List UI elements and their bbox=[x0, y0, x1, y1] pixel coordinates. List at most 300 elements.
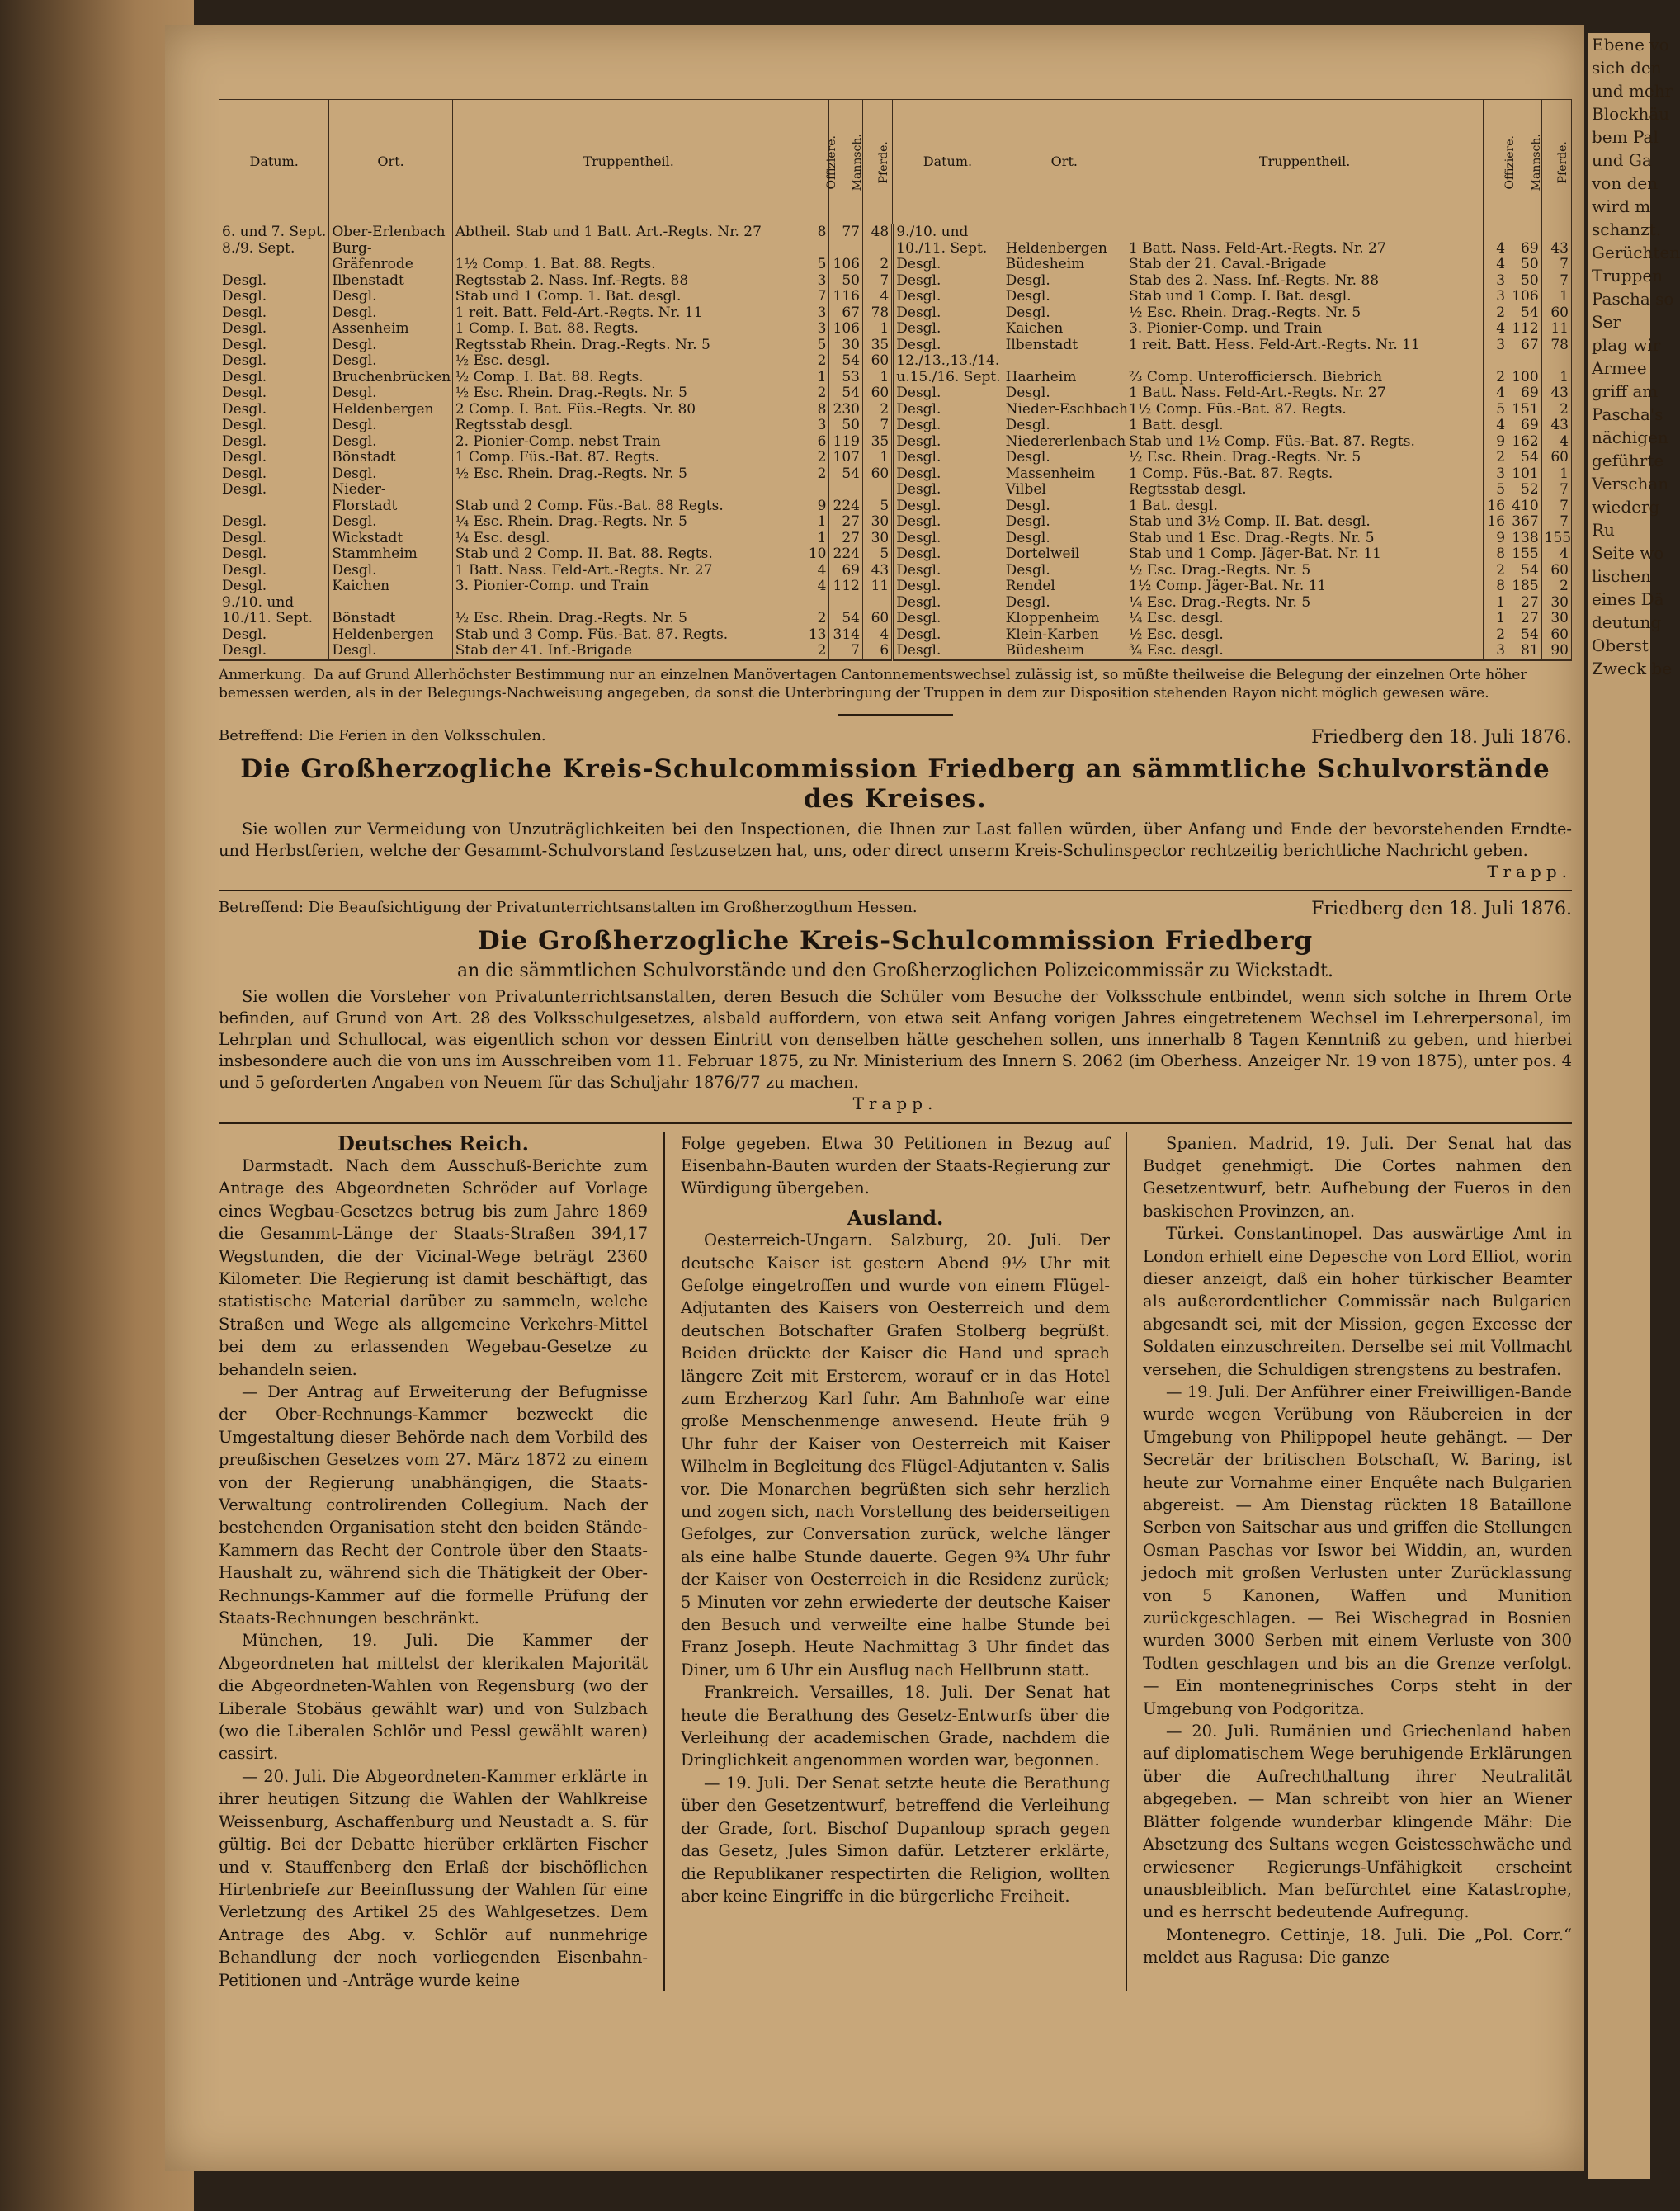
table-cell: Gräfenrode bbox=[329, 257, 452, 273]
table-cell: 6 bbox=[862, 643, 892, 660]
table-cell: Regtsstab 2. Nass. Inf.-Regts. 88 bbox=[452, 273, 805, 290]
table-row bbox=[219, 338, 1572, 354]
table-cell: 60 bbox=[862, 611, 892, 627]
table-cell bbox=[329, 595, 452, 612]
table-cell: Desgl. bbox=[893, 498, 1003, 515]
notice1-meta bbox=[219, 727, 1572, 748]
table-cell: 106 bbox=[1508, 289, 1542, 305]
table-cell: 2 bbox=[1484, 627, 1508, 644]
table-cell: 1 bbox=[862, 321, 892, 338]
table-cell: Desgl. bbox=[219, 546, 329, 563]
table-cell: Desgl. bbox=[219, 402, 329, 418]
table-cell: 1 bbox=[1541, 289, 1571, 305]
table-cell: 138 bbox=[1508, 531, 1542, 547]
table-cell: Desgl. bbox=[219, 563, 329, 579]
table-row bbox=[219, 224, 1572, 241]
table-row bbox=[219, 353, 1572, 370]
notice2-body: Sie wollen die Vorsteher von Privatunterrichtsanstalten, deren Besuch die Schüler vom Besuche der Volksschule entbindet, wenn sich solche in Ihrem Orte befinden, auf Grund von Art. 28 des Volksschulgesetzes, alsbald auffordern, von etwa seit Anfang vorigen Jahres eingetretenem Wechsel im Lehrerpersonal, im Lehrplan und Schullocal, was eigentlich schon vor dessen Eintritt von denselben hätte geschehen sollen, uns innerhalb 8 Tagen Kenntniß zu geben, und hierbei insbesondere auch die von uns im Ausschreiben vom 11. Februar 1875, zu Nr. Ministerium des Innern S. 2062 (im Oberhess. Anzeiger Nr. 19 von 1875), unter pos. 4 und 5 geforderten Angaben von Neuem für das Schuljahr 1876/77 zu machen. bbox=[219, 986, 1572, 1092]
header-pferde-right: Pferde. bbox=[1541, 100, 1571, 224]
table-cell: 230 bbox=[829, 402, 863, 418]
table-cell: Desgl. bbox=[219, 273, 329, 290]
facing-page-fragment: Gerüchten bbox=[1592, 243, 1680, 262]
facing-page-fragment: und mehr bbox=[1592, 81, 1673, 101]
table-row bbox=[219, 579, 1572, 595]
table-cell: Desgl. bbox=[219, 514, 329, 531]
header-datum-right: Datum. bbox=[893, 100, 1003, 224]
table-cell: Desgl. bbox=[329, 434, 452, 451]
section-rule bbox=[219, 1122, 1572, 1124]
table-cell bbox=[862, 482, 892, 498]
table-cell: Desgl. bbox=[893, 289, 1003, 305]
table-cell: 1 bbox=[805, 370, 829, 386]
table-cell: Desgl. bbox=[219, 450, 329, 466]
note-text: Da auf Grund Allerhöchster Bestimmung nur an einzelnen Manövertagen Cantonnementswechsel zulässig ist, so müßte theilweise die Belegung der einzelnen Orte höher bemessen werden, als in der Belegungs-Nachweisung angegeben, da sonst die Unterbringung der Truppen in dem zur Disposition stehenden Rayon nicht möglich gewesen wäre. bbox=[219, 666, 1527, 702]
table-cell: Stab und 1 Esc. Drag.-Regts. Nr. 5 bbox=[1126, 531, 1484, 547]
header-mannsch-right: Mannsch. bbox=[1508, 100, 1542, 224]
table-cell: Ilbenstadt bbox=[1003, 338, 1126, 354]
table-cell bbox=[452, 595, 805, 612]
table-cell bbox=[1541, 353, 1571, 370]
facing-page-fragment: eines Dä bbox=[1592, 589, 1664, 609]
table-cell: 185 bbox=[1508, 579, 1542, 595]
facing-page-fragment: Truppen bbox=[1592, 266, 1663, 286]
separator bbox=[838, 714, 953, 716]
table-cell bbox=[1508, 224, 1542, 241]
table-cell: Regtsstab desgl. bbox=[452, 418, 805, 434]
table-cell: Rendel bbox=[1003, 579, 1126, 595]
table-cell bbox=[452, 241, 805, 257]
table-row bbox=[219, 289, 1572, 305]
table-cell: Desgl. bbox=[893, 257, 1003, 273]
table-cell: 1½ Comp. Jäger-Bat. Nr. 11 bbox=[1126, 579, 1484, 595]
table-cell: Desgl. bbox=[219, 418, 329, 434]
table-cell: 6. und 7. Sept. bbox=[219, 224, 329, 241]
table-cell: 2 bbox=[805, 466, 829, 483]
table-cell: 9./10. und bbox=[893, 224, 1003, 241]
table-cell: 7 bbox=[805, 289, 829, 305]
table-cell bbox=[1484, 224, 1508, 241]
table-cell: 107 bbox=[829, 450, 863, 466]
table-row bbox=[219, 482, 1572, 498]
table-cell: 30 bbox=[862, 514, 892, 531]
table-cell: 2 bbox=[805, 643, 829, 660]
facing-page-fragment: wiederg bbox=[1592, 497, 1660, 517]
notice1-betreff: Betreffend: Die Ferien in den Volksschulen. bbox=[219, 726, 546, 744]
table-cell bbox=[829, 595, 863, 612]
table-cell: 106 bbox=[829, 321, 863, 338]
table-cell: Desgl. bbox=[219, 370, 329, 386]
table-cell: Desgl. bbox=[893, 434, 1003, 451]
table-cell: 155 bbox=[1508, 546, 1542, 563]
table-cell: 5 bbox=[1484, 482, 1508, 498]
header-truppentheil-right: Truppentheil. bbox=[1126, 100, 1484, 224]
table-cell: 50 bbox=[829, 273, 863, 290]
table-cell: 54 bbox=[829, 385, 863, 402]
table-cell bbox=[219, 498, 329, 515]
facing-page-fragment: von den bbox=[1592, 173, 1659, 193]
table-cell: 119 bbox=[829, 434, 863, 451]
table-cell bbox=[805, 595, 829, 612]
table-row bbox=[219, 273, 1572, 290]
facing-page-fragment: deutung bbox=[1592, 612, 1662, 632]
table-cell: 162 bbox=[1508, 434, 1542, 451]
table-cell: 43 bbox=[1541, 241, 1571, 257]
table-cell: Desgl. bbox=[1003, 450, 1126, 466]
table-cell: 27 bbox=[829, 531, 863, 547]
table-cell: 101 bbox=[1508, 466, 1542, 483]
table-cell: 16 bbox=[1484, 498, 1508, 515]
table-cell: 4 bbox=[805, 579, 829, 595]
table-cell: Desgl. bbox=[219, 305, 329, 322]
table-cell bbox=[862, 241, 892, 257]
header-truppentheil: Truppentheil. bbox=[452, 100, 805, 224]
header-ort: Ort. bbox=[329, 100, 452, 224]
table-cell: 4 bbox=[805, 563, 829, 579]
table-cell: 54 bbox=[829, 466, 863, 483]
table-cell: Ober-Erlenbach bbox=[329, 224, 452, 241]
table-cell: 4 bbox=[1484, 257, 1508, 273]
table-cell: Desgl. bbox=[219, 321, 329, 338]
table-cell bbox=[1126, 353, 1484, 370]
table-cell: ½ Esc. desgl. bbox=[1126, 627, 1484, 644]
table-cell bbox=[862, 595, 892, 612]
header-ort-right: Ort. bbox=[1003, 100, 1126, 224]
table-cell: 10./11. Sept. bbox=[893, 241, 1003, 257]
table-cell: 1 bbox=[862, 450, 892, 466]
table-cell: 4 bbox=[862, 289, 892, 305]
table-cell: 50 bbox=[1508, 257, 1542, 273]
table-cell: 3 bbox=[1484, 289, 1508, 305]
heading-deutsches-reich: Deutsches Reich. bbox=[337, 1131, 530, 1155]
table-cell: Desgl. bbox=[893, 338, 1003, 354]
table-cell: 2 bbox=[1541, 402, 1571, 418]
table-note bbox=[219, 666, 1572, 702]
table-cell: 2 bbox=[1484, 563, 1508, 579]
table-cell bbox=[1003, 353, 1126, 370]
table-row bbox=[219, 643, 1572, 660]
table-cell: 43 bbox=[862, 563, 892, 579]
table-cell: Desgl. bbox=[893, 402, 1003, 418]
table-cell: Heldenbergen bbox=[329, 627, 452, 644]
table-cell: ½ Esc. Drag.-Regts. Nr. 5 bbox=[1126, 563, 1484, 579]
news-columns bbox=[219, 1132, 1572, 1991]
article-paragraph: Folge gegeben. Etwa 30 Petitionen in Bezug auf Eisenbahn-Bauten wurden der Staats-Regierung zur Würdigung übergeben. bbox=[681, 1133, 1110, 1198]
page-content bbox=[219, 99, 1572, 1991]
table-cell: Kaichen bbox=[329, 579, 452, 595]
table-row bbox=[219, 531, 1572, 547]
table-row bbox=[219, 627, 1572, 644]
table-cell: ¼ Esc. Rhein. Drag.-Regts. Nr. 5 bbox=[452, 514, 805, 531]
table-cell: Stab des 2. Nass. Inf.-Regts. Nr. 88 bbox=[1126, 273, 1484, 290]
table-cell: 8 bbox=[805, 224, 829, 241]
table-cell: Desgl. bbox=[893, 273, 1003, 290]
notice1-body: Sie wollen zur Vermeidung von Unzuträglichkeiten bei den Inspectionen, die Ihnen zur Last fallen würden, über Anfang und Ende der bevorstehenden Erndte- und Herbstferien, welche der Gesammt-Schulvorstand festzusetzen hat, uns, oder direct unserm Kreis-Schulinspector rechtzeitig berichtliche Nachricht geben. bbox=[219, 819, 1572, 860]
table-cell: 7 bbox=[1541, 273, 1571, 290]
table-cell: 1 bbox=[862, 370, 892, 386]
table-cell: Desgl. bbox=[219, 385, 329, 402]
table-cell: u.15./16. Sept. bbox=[893, 370, 1003, 386]
table-cell: 50 bbox=[829, 418, 863, 434]
table-cell: Massenheim bbox=[1003, 466, 1126, 483]
note-label: Anmerkung. bbox=[219, 666, 307, 683]
table-cell: 2 bbox=[1484, 370, 1508, 386]
table-cell: 8 bbox=[805, 402, 829, 418]
table-cell: Desgl. bbox=[329, 563, 452, 579]
table-cell: 9 bbox=[805, 498, 829, 515]
table-cell: Desgl. bbox=[893, 321, 1003, 338]
table-cell: 2 bbox=[1484, 305, 1508, 322]
table-cell: 116 bbox=[829, 289, 863, 305]
table-cell: Regtsstab Rhein. Drag.-Regts. Nr. 5 bbox=[452, 338, 805, 354]
table-row bbox=[219, 450, 1572, 466]
table-cell: ½ Esc. Rhein. Drag.-Regts. Nr. 5 bbox=[452, 385, 805, 402]
table-row bbox=[219, 434, 1572, 451]
notice2-betreff: Betreffend: Die Beaufsichtigung der Privatunterrichtsanstalten im Großherzogthum Hessen. bbox=[219, 898, 918, 916]
table-cell: 16 bbox=[1484, 514, 1508, 531]
article-paragraph: München, 19. Juli. Die Kammer der Abgeordneten hat mittelst der klerikalen Majorität die Abgeordneten-Wahlen von Regensburg (wo der Liberale Stobäus gewählt war) und von Sulzbach (wo die Liberalen Schlör und Pessl gewählt waren) cassirt. bbox=[219, 1631, 648, 1764]
facing-page-fragment: Seite wo bbox=[1592, 543, 1664, 563]
table-cell: Desgl. bbox=[1003, 273, 1126, 290]
table-cell: 4 bbox=[1541, 434, 1571, 451]
table-cell: Desgl. bbox=[219, 434, 329, 451]
table-cell: 53 bbox=[829, 370, 863, 386]
table-cell: 54 bbox=[829, 611, 863, 627]
table-cell: Desgl. bbox=[893, 305, 1003, 322]
column-divider bbox=[663, 1132, 665, 1991]
table-cell: 12./13.,13./14. bbox=[893, 353, 1003, 370]
table-cell: 7 bbox=[1541, 498, 1571, 515]
table-row bbox=[219, 546, 1572, 563]
table-cell: Stammheim bbox=[329, 546, 452, 563]
table-cell: 2 bbox=[862, 257, 892, 273]
table-cell: 7 bbox=[1541, 257, 1571, 273]
table-cell: Desgl. bbox=[893, 418, 1003, 434]
table-cell: 410 bbox=[1508, 498, 1542, 515]
table-cell: Desgl. bbox=[893, 563, 1003, 579]
table-cell: Büdesheim bbox=[1003, 257, 1126, 273]
table-cell bbox=[1003, 224, 1126, 241]
table-cell: 224 bbox=[829, 498, 863, 515]
table-cell: Kaichen bbox=[1003, 321, 1126, 338]
table-cell: Büdesheim bbox=[1003, 643, 1126, 660]
table-cell: 67 bbox=[1508, 338, 1542, 354]
table-cell: 1 bbox=[1484, 595, 1508, 612]
table-cell: 54 bbox=[829, 353, 863, 370]
notice2-date: Friedberg den 18. Juli 1876. bbox=[1311, 898, 1572, 919]
table-cell: 6 bbox=[805, 434, 829, 451]
facing-page-fragment: Ebene vo bbox=[1592, 35, 1669, 54]
table-cell: 1 bbox=[1484, 611, 1508, 627]
table-cell: Desgl. bbox=[329, 353, 452, 370]
table-cell: 314 bbox=[829, 627, 863, 644]
table-cell: Nieder-Eschbach bbox=[1003, 402, 1126, 418]
table-cell: 78 bbox=[1541, 338, 1571, 354]
column-divider bbox=[1126, 1132, 1127, 1991]
table-cell: Desgl. bbox=[1003, 498, 1126, 515]
table-cell: 1 Batt. Nass. Feld-Art.-Regts. Nr. 27 bbox=[1126, 241, 1484, 257]
table-cell: 2 bbox=[862, 402, 892, 418]
table-cell: 224 bbox=[829, 546, 863, 563]
table-cell: Desgl. bbox=[893, 627, 1003, 644]
table-cell: Desgl. bbox=[893, 514, 1003, 531]
table-row bbox=[219, 418, 1572, 434]
table-cell: 7 bbox=[862, 273, 892, 290]
table-cell: Desgl. bbox=[893, 611, 1003, 627]
facing-page-fragment: Pascha's bbox=[1592, 404, 1663, 424]
facing-page-fragment: Ru bbox=[1592, 520, 1615, 540]
notice1-date: Friedberg den 18. Juli 1876. bbox=[1311, 726, 1572, 748]
table-cell: 1 Batt. Nass. Feld-Art.-Regts. Nr. 27 bbox=[1126, 385, 1484, 402]
table-cell: 35 bbox=[862, 434, 892, 451]
table-header-row bbox=[219, 100, 1572, 224]
table-cell: 11 bbox=[862, 579, 892, 595]
table-cell bbox=[829, 482, 863, 498]
table-cell: Desgl. bbox=[329, 514, 452, 531]
table-cell: 60 bbox=[862, 466, 892, 483]
news-column-3 bbox=[1143, 1132, 1572, 1991]
table-cell: Stab und 2 Comp. II. Bat. 88. Regts. bbox=[452, 546, 805, 563]
table-cell: 5 bbox=[862, 498, 892, 515]
facing-page-fragment: geführte bbox=[1592, 451, 1664, 470]
table-row bbox=[219, 595, 1572, 612]
table-cell: ½ Comp. I. Bat. 88. Regts. bbox=[452, 370, 805, 386]
article-paragraph: Oesterreich-Ungarn. Salzburg, 20. Juli. Der deutsche Kaiser ist gestern Abend 9½ Uhr mit Gefolge eingetroffen und wurde von einem Flügel-Adjutanten des Kaisers von Oesterreich und dem deutschen Botschafter Grafen Stolberg begrüßt. Beiden drückte der Kaiser die Hand und sprach längere Zeit mit Ersterem, worauf er in das Hotel zum Erzherzog Karl fuhr. Am Bahnhofe war eine große Menschenmenge anwesend. Heute früh 9 Uhr fuhr der Kaiser von Oesterreich mit Kaiser Wilhelm in Begleitung des Flügel-Adjutanten v. Salis vor. Die Monarchen begrüßten sich sehr herzlich und zogen sich, nach Vorstellung des beiderseitigen Gefolges, zur Conversation zurück, welche länger als eine halbe Stunde dauerte. Gegen 9¾ Uhr fuhr der Kaiser von Oesterreich in die Residenz zurück; 5 Minuten vor zehn erwiederte der deutsche Kaiser den Besuch und verweilte eine halbe Stunde bei Franz Joseph. Heute Nachmittag 3 Uhr findet das Diner, um 6 Uhr ein Ausflug nach Hellbrunn statt. bbox=[681, 1231, 1110, 1680]
table-cell: 2 bbox=[1484, 450, 1508, 466]
table-cell: 50 bbox=[1508, 273, 1542, 290]
table-cell: 27 bbox=[829, 514, 863, 531]
table-cell: ½ Esc. Rhein. Drag.-Regts. Nr. 5 bbox=[1126, 305, 1484, 322]
table-cell: 60 bbox=[862, 353, 892, 370]
table-cell: 8./9. Sept. bbox=[219, 241, 329, 257]
table-cell: Regtsstab desgl. bbox=[1126, 482, 1484, 498]
table-cell: 9 bbox=[1484, 531, 1508, 547]
table-cell: 3 bbox=[805, 273, 829, 290]
table-cell: 30 bbox=[862, 531, 892, 547]
table-cell: Niedererlenbach bbox=[1003, 434, 1126, 451]
facing-page-fragment: Oberst bbox=[1592, 635, 1649, 655]
table-cell: 54 bbox=[1508, 450, 1542, 466]
table-cell: Desgl. bbox=[893, 579, 1003, 595]
table-cell: Kloppenheim bbox=[1003, 611, 1126, 627]
table-cell: 60 bbox=[862, 385, 892, 402]
facing-page-fragment: Zweck be bbox=[1592, 659, 1673, 678]
table-cell: 1 reit. Batt. Feld-Art.-Regts. Nr. 11 bbox=[452, 305, 805, 322]
table-cell: 4 bbox=[862, 627, 892, 644]
facing-page-fragment: Armee bbox=[1592, 358, 1647, 378]
table-cell: 2 bbox=[805, 611, 829, 627]
table-cell: 90 bbox=[1541, 643, 1571, 660]
table-cell: 3 bbox=[1484, 273, 1508, 290]
table-cell: 1 Comp. Füs.-Bat. 87. Regts. bbox=[1126, 466, 1484, 483]
table-cell: Desgl. bbox=[219, 289, 329, 305]
table-row bbox=[219, 498, 1572, 515]
table-cell: 1 Batt. desgl. bbox=[1126, 418, 1484, 434]
table-cell: Desgl. bbox=[1003, 418, 1126, 434]
table-cell: 155 bbox=[1541, 531, 1571, 547]
table-cell: Burg- bbox=[329, 241, 452, 257]
notice2-subhead: an die sämmtlichen Schulvorstände und den Großherzoglichen Polizeicommissär zu Wickstadt. bbox=[457, 960, 1333, 981]
table-cell: Bruchenbrücken bbox=[329, 370, 452, 386]
table-cell: 3 bbox=[805, 321, 829, 338]
article-paragraph: — Der Antrag auf Erweiterung der Befugnisse der Ober-Rechnungs-Kammer bezweckt die Umgestaltung dieser Behörde nach dem Vorbild des preußischen Gesetzes vom 27. März 1872 zu einem von der Regierung unabhängigen, die Staats-Verwaltung controlirenden Collegium. Nach der bestehenden Organisation steht den beiden Stände-Kammern das Recht der Controle über den Staats-Haushalt zu, während sich die Thätigkeit der Ober-Rechnungs-Kammer auf die formelle Prüfung der Staats-Rechnungen beschränkt. bbox=[219, 1382, 648, 1628]
facing-page-fragment: nächigen bbox=[1592, 428, 1668, 447]
table-cell bbox=[805, 241, 829, 257]
table-cell: 13 bbox=[805, 627, 829, 644]
table-cell: 69 bbox=[829, 563, 863, 579]
table-cell: ¼ Esc. desgl. bbox=[1126, 611, 1484, 627]
facing-page-fragment: schanzt. bbox=[1592, 220, 1662, 239]
table-cell: ¼ Esc. desgl. bbox=[452, 531, 805, 547]
facing-page-fragment: lischen bbox=[1592, 566, 1651, 586]
table-cell: Desgl. bbox=[1003, 514, 1126, 531]
table-cell: 10 bbox=[805, 546, 829, 563]
table-cell: 1 bbox=[805, 514, 829, 531]
table-cell: 7 bbox=[1541, 482, 1571, 498]
table-cell: 8 bbox=[1484, 546, 1508, 563]
table-cell: 1½ Comp. Füs.-Bat. 87. Regts. bbox=[1126, 402, 1484, 418]
table-cell: 2 bbox=[805, 353, 829, 370]
table-cell: Desgl. bbox=[1003, 385, 1126, 402]
table-cell: 10./11. Sept. bbox=[219, 611, 329, 627]
table-cell: 77 bbox=[829, 224, 863, 241]
table-cell: 1 reit. Batt. Hess. Feld-Art.-Regts. Nr. 11 bbox=[1126, 338, 1484, 354]
article-paragraph: Türkei. Constantinopel. Das auswärtige Amt in London erhielt eine Depesche von Lord Elliot, worin dieser anzeigt, daß ein hoher türkischer Beamter als außerordentlicher Commissär nach Bulgarien abgesandt sei, mit der Mission, gegen Excesse der Soldaten einzuschreiten. Derselbe sei mit Vollmacht versehen, die Schuldigen strengstens zu bestrafen. bbox=[1143, 1224, 1572, 1379]
table-cell: 54 bbox=[1508, 563, 1542, 579]
table-cell: 9./10. und bbox=[219, 595, 329, 612]
facing-page-fragment: bem Pal bbox=[1592, 127, 1659, 147]
table-cell: Stab der 41. Inf.-Brigade bbox=[452, 643, 805, 660]
table-row bbox=[219, 305, 1572, 322]
table-cell: Desgl. bbox=[219, 466, 329, 483]
troop-table-body bbox=[219, 224, 1572, 660]
table-cell: Heldenbergen bbox=[329, 402, 452, 418]
table-cell: ½ Esc. Rhein. Drag.-Regts. Nr. 5 bbox=[1126, 450, 1484, 466]
table-cell: Nieder- bbox=[329, 482, 452, 498]
table-cell: Heldenbergen bbox=[1003, 241, 1126, 257]
table-cell: 2 bbox=[1541, 579, 1571, 595]
table-cell: Desgl. bbox=[329, 643, 452, 660]
table-cell: 1 Batt. Nass. Feld-Art.-Regts. Nr. 27 bbox=[452, 563, 805, 579]
table-cell: Desgl. bbox=[219, 338, 329, 354]
table-cell bbox=[452, 482, 805, 498]
table-cell bbox=[1508, 353, 1542, 370]
table-row bbox=[219, 611, 1572, 627]
table-cell: Stab und 1 Comp. I. Bat. desgl. bbox=[1126, 289, 1484, 305]
table-cell: 30 bbox=[829, 338, 863, 354]
table-cell: 30 bbox=[1541, 611, 1571, 627]
table-cell: 3 bbox=[1484, 643, 1508, 660]
table-cell: 8 bbox=[1484, 579, 1508, 595]
table-cell: Stab und 1 Comp. 1. Bat. desgl. bbox=[452, 289, 805, 305]
table-cell: Bönstadt bbox=[329, 611, 452, 627]
table-cell: Desgl. bbox=[219, 353, 329, 370]
table-cell: Desgl. bbox=[219, 643, 329, 660]
table-cell: 9 bbox=[1484, 434, 1508, 451]
table-cell: 69 bbox=[1508, 241, 1542, 257]
table-cell: Desgl. bbox=[329, 466, 452, 483]
table-row bbox=[219, 370, 1572, 386]
table-cell: 27 bbox=[1508, 611, 1542, 627]
table-cell: Desgl. bbox=[1003, 595, 1126, 612]
table-cell: 2 bbox=[805, 385, 829, 402]
table-cell: Stab und 1 Comp. Jäger-Bat. Nr. 11 bbox=[1126, 546, 1484, 563]
table-cell: 7 bbox=[1541, 514, 1571, 531]
table-cell: Florstadt bbox=[329, 498, 452, 515]
table-cell: Desgl. bbox=[893, 546, 1003, 563]
table-cell: 69 bbox=[1508, 385, 1542, 402]
header-offiziere: Offiziere. bbox=[805, 100, 829, 224]
table-cell: Stab und 3½ Comp. II. Bat. desgl. bbox=[1126, 514, 1484, 531]
